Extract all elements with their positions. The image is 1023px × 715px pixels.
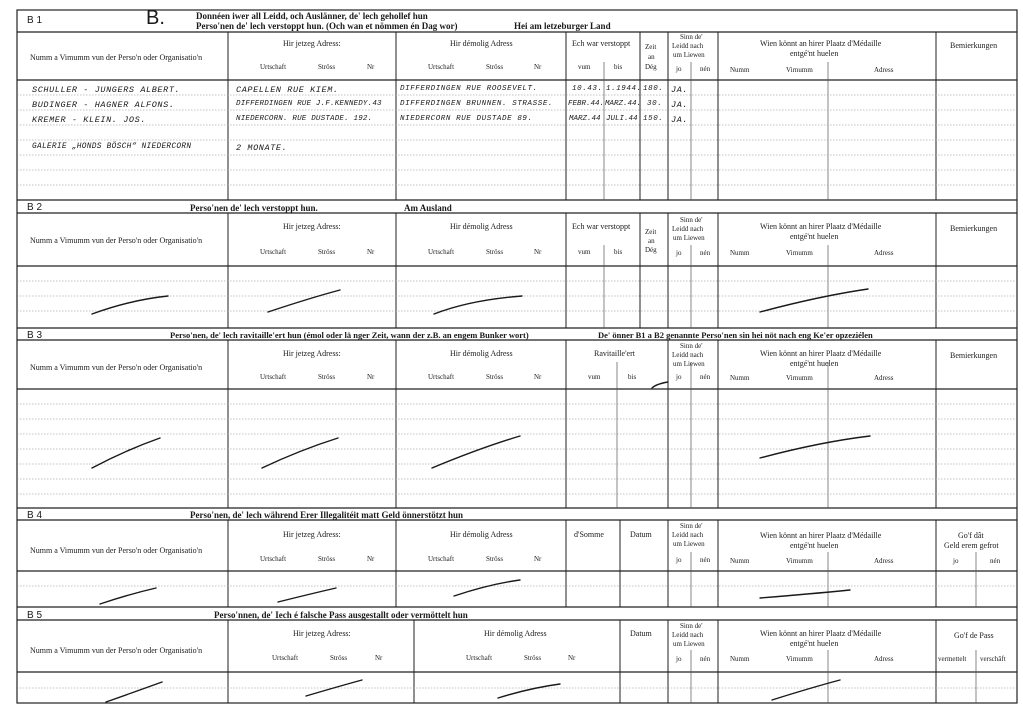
- section-label-b2: B 2: [27, 202, 43, 213]
- header-yes: jo: [676, 655, 682, 663]
- header-nr: Nr: [375, 654, 383, 662]
- b1-row-days: 180.: [643, 85, 664, 93]
- header-remarks: Bemierkungen: [950, 41, 998, 50]
- header-name: Numm a Vimumm vun der Perso'n oder Organisatio'n: [30, 646, 203, 655]
- header-town: Urtschaft: [260, 248, 287, 256]
- header-street: Ströss: [486, 248, 504, 256]
- header-medal-firstname: Virnumm: [786, 66, 813, 74]
- section-title-b1-line2: Perso'nen de' lech verstoppt hun. (Och wan et nömmen én Dag wor): [196, 21, 458, 31]
- header-no: nén: [700, 249, 711, 257]
- header-nr: Nr: [534, 555, 542, 563]
- header-willing: Leidd nach: [672, 225, 704, 233]
- header-current-address: Hir jetzeg Adress:: [293, 629, 351, 638]
- header-medal-firstname: Virnumm: [786, 557, 813, 565]
- header-time: Zeit: [645, 43, 657, 51]
- header-time: Zeit: [645, 228, 657, 236]
- b1-row-to: 1.1944.: [606, 85, 642, 93]
- header-medal-address: Adress: [874, 66, 894, 74]
- header-former-address: Hir démolig Adress: [450, 349, 513, 358]
- header-former-address: Hir démolig Adress: [450, 222, 513, 231]
- header-willing: Sinn de': [680, 342, 703, 350]
- header-no: nén: [990, 557, 1001, 565]
- header-medal-address: Adress: [874, 374, 894, 382]
- header-willing: Leidd nach: [672, 42, 704, 50]
- section-label-b1: B 1: [27, 15, 43, 26]
- header-current-address: Hir jetzeg Adress:: [283, 39, 341, 48]
- header-street: Ströss: [318, 555, 336, 563]
- header-yes: jo: [676, 249, 682, 257]
- header-name: Numm a Vimumm vun der Perso'n oder Organisatio'n: [30, 53, 203, 62]
- header-nr: Nr: [534, 63, 542, 71]
- header-yes: jo: [676, 65, 682, 73]
- header-medal-address: Adress: [874, 249, 894, 257]
- header-to: bis: [614, 248, 623, 256]
- header-gave-money: Geld erem gefrot: [944, 541, 999, 550]
- header-supplied: Ravitaille'ert: [594, 349, 635, 358]
- header-hidden: Ech war verstoppt: [572, 222, 631, 231]
- header-medal-name: Numm: [730, 249, 750, 257]
- b1-row-days: 150.: [643, 115, 664, 123]
- section-title-b1-line2b: Hei am letzeburger Land: [514, 21, 611, 31]
- header-town: Urtschaft: [260, 63, 287, 71]
- header-no: nén: [700, 65, 711, 73]
- b1-row-days: 30.: [647, 100, 663, 108]
- b1-row-helped: JA.: [671, 115, 689, 125]
- b1-row-address-then: DIFFERDINGEN BRUNNEN. STRASSE.: [400, 100, 554, 108]
- header-street: Ströss: [330, 654, 348, 662]
- header-medal: entgé'nt huelen: [790, 639, 839, 648]
- header-willing: Sinn de': [680, 522, 703, 530]
- header-date: Datum: [630, 629, 652, 638]
- header-willing: Sinn de': [680, 622, 703, 630]
- header-to: bis: [628, 373, 637, 381]
- header-medal: Wien könnt an hirer Plaatz d'Médaille: [760, 39, 882, 48]
- header-willing: Leidd nach: [672, 631, 704, 639]
- b1-row-address-now: 2 MONATE.: [236, 143, 288, 153]
- section-label-b3: B 3: [27, 330, 43, 341]
- section-title-b2: Perso'nen de' lech verstoppt hun.: [190, 203, 318, 213]
- header-medal: entgé'nt huelen: [790, 359, 839, 368]
- header-time: Dég: [645, 246, 657, 254]
- header-hidden: Ech war verstoppt: [572, 39, 631, 48]
- section-title-b5: Perso'nnen, de' Iech é falsche Pass ausgestallt oder vermöttelt hun: [214, 610, 468, 620]
- header-gave-pass: Go'f de Pass: [954, 631, 994, 640]
- header-willing: Sinn de': [680, 216, 703, 224]
- b1-row-from: FEBR.44.: [568, 100, 605, 108]
- header-nr: Nr: [367, 248, 375, 256]
- header-willing: um Liewen: [673, 360, 705, 368]
- header-date: Datum: [630, 530, 652, 539]
- header-from: vum: [578, 248, 591, 256]
- section-title-b3b: De' önner B1 a B2 genannte Perso'nen sin hei nöt nach eng Ke'er opzeziélen: [598, 330, 873, 340]
- header-street: Ströss: [318, 248, 336, 256]
- section-title-b4: Perso'nen, de' lech während Erer Illegalitéit matt Geld önnerstötzt hun: [190, 510, 463, 520]
- header-town: Urtschaft: [428, 248, 455, 256]
- header-nr: Nr: [367, 373, 375, 381]
- header-medal: entgé'nt huelen: [790, 49, 839, 58]
- header-willing: um Liewen: [673, 51, 705, 59]
- header-willing: Sinn de': [680, 33, 703, 41]
- b1-row-address-now: NIEDERCORN. RUE DUSTADE. 192.: [236, 115, 373, 123]
- header-town: Urtschaft: [466, 654, 493, 662]
- b1-row-from: 10.43.: [572, 85, 603, 93]
- header-medal-name: Numm: [730, 66, 750, 74]
- header-nr: Nr: [367, 555, 375, 563]
- section-label-b5: B 5: [27, 610, 43, 621]
- header-current-address: Hir jetzeg Adress:: [283, 530, 341, 539]
- header-town: Urtschaft: [260, 555, 287, 563]
- header-time: an: [648, 53, 655, 61]
- header-willing: um Liewen: [673, 540, 705, 548]
- header-current-address: Hir jetzeg Adress:: [283, 349, 341, 358]
- header-street: Ströss: [318, 373, 336, 381]
- header-street: Ströss: [486, 63, 504, 71]
- header-issued: verschâft: [980, 655, 1006, 663]
- header-street: Ströss: [486, 373, 504, 381]
- header-medal-firstname: Virnumm: [786, 655, 813, 663]
- header-to: bis: [614, 63, 623, 71]
- header-nr: Nr: [568, 654, 576, 662]
- header-name: Numm a Vimumm vun der Perso'n oder Organisatio'n: [30, 363, 203, 372]
- header-street: Ströss: [524, 654, 542, 662]
- header-nr: Nr: [534, 373, 542, 381]
- b1-row-helped: JA.: [671, 100, 689, 110]
- header-sum: d'Somme: [574, 530, 604, 539]
- header-mediated: vermettelt: [938, 655, 967, 663]
- b1-row-name: GALERIE „HONDS BÖSCH“ NIEDERCORN: [32, 143, 192, 151]
- header-medal: Wien könnt an hirer Plaatz d'Médaille: [760, 349, 882, 358]
- header-medal: Wien könnt an hirer Plaatz d'Médaille: [760, 222, 882, 231]
- header-willing: um Liewen: [673, 640, 705, 648]
- header-nr: Nr: [534, 248, 542, 256]
- header-no: nén: [700, 655, 711, 663]
- header-willing: um Liewen: [673, 234, 705, 242]
- b1-row-to: MARZ.44.: [605, 100, 642, 108]
- header-street: Ströss: [486, 555, 504, 563]
- header-name: Numm a Vimumm vun der Perso'n oder Organisatio'n: [30, 236, 203, 245]
- header-remarks: Bemierkungen: [950, 351, 998, 360]
- header-no: nén: [700, 373, 711, 381]
- form-letter: B.: [146, 7, 165, 29]
- header-name: Numm a Vimumm vun der Perso'n oder Organisatio'n: [30, 546, 203, 555]
- header-time: an: [648, 237, 655, 245]
- header-town: Urtschaft: [428, 63, 455, 71]
- b1-row-address-then: NIEDERCORN RUE DUSTADE 89.: [400, 115, 533, 123]
- header-willing: Leidd nach: [672, 351, 704, 359]
- header-medal-firstname: Virnumm: [786, 374, 813, 382]
- header-medal-name: Numm: [730, 374, 750, 382]
- header-former-address: Hir démolig Adress: [484, 629, 547, 638]
- header-yes: jo: [676, 373, 682, 381]
- b1-row-from: MARZ.44: [569, 115, 601, 123]
- b1-row-name: BUDINGER - HAGNER ALFONS.: [32, 100, 175, 110]
- header-remarks: Bemierkungen: [950, 224, 998, 233]
- header-former-address: Hir démolig Adress: [450, 39, 513, 48]
- header-medal-firstname: Virnumm: [786, 249, 813, 257]
- b1-row-address-now: DIFFERDINGEN RUE J.F.KENNEDY.43: [236, 100, 382, 108]
- header-medal-address: Adress: [874, 655, 894, 663]
- header-gave-money: Go'f dât: [958, 531, 984, 540]
- header-medal: entgé'nt huelen: [790, 541, 839, 550]
- section-title-b2b: Am Ausland: [404, 203, 452, 213]
- header-from: vum: [578, 63, 591, 71]
- header-former-address: Hir démolig Adress: [450, 530, 513, 539]
- header-time: Dég: [645, 63, 657, 71]
- header-nr: Nr: [367, 63, 375, 71]
- b1-row-address-now: CAPELLEN RUE KIEM.: [236, 85, 339, 95]
- header-medal: entgé'nt huelen: [790, 232, 839, 241]
- header-medal-name: Numm: [730, 557, 750, 565]
- header-town: Urtschaft: [428, 373, 455, 381]
- b1-row-address-then: DIFFERDINGEN RUE ROOSEVELT.: [400, 85, 538, 93]
- header-yes: jo: [676, 556, 682, 564]
- b1-row-helped: JA.: [671, 85, 689, 95]
- section-title-b1-line1: Donnéen iwer all Leidd, och Auslänner, de' lech gehollef hun: [196, 11, 428, 21]
- header-town: Urtschaft: [260, 373, 287, 381]
- section-title-b3: Perso'nen, de' lech ravitaille'ert hun (émol oder lä nger Zeit, wann der z.B. an engem Bunker wort): [170, 330, 529, 340]
- header-town: Urtschaft: [428, 555, 455, 563]
- header-medal: Wien könnt an hirer Plaatz d'Médaille: [760, 629, 882, 638]
- header-current-address: Hir jetzeg Adress:: [283, 222, 341, 231]
- section-label-b4: B 4: [27, 510, 43, 521]
- header-yes: jo: [953, 557, 959, 565]
- header-medal-name: Numm: [730, 655, 750, 663]
- header-medal-address: Adress: [874, 557, 894, 565]
- b1-row-to: JULI.44: [606, 115, 638, 123]
- header-street: Ströss: [318, 63, 336, 71]
- header-from: vum: [588, 373, 601, 381]
- header-willing: Leidd nach: [672, 531, 704, 539]
- b1-row-name: SCHULLER - JUNGERS ALBERT.: [32, 85, 181, 95]
- header-medal: Wien könnt an hirer Plaatz d'Médaille: [760, 531, 882, 540]
- b1-row-name: KREMER - KLEIN. JOS.: [32, 115, 147, 125]
- header-no: nén: [700, 556, 711, 564]
- header-town: Urtschaft: [272, 654, 299, 662]
